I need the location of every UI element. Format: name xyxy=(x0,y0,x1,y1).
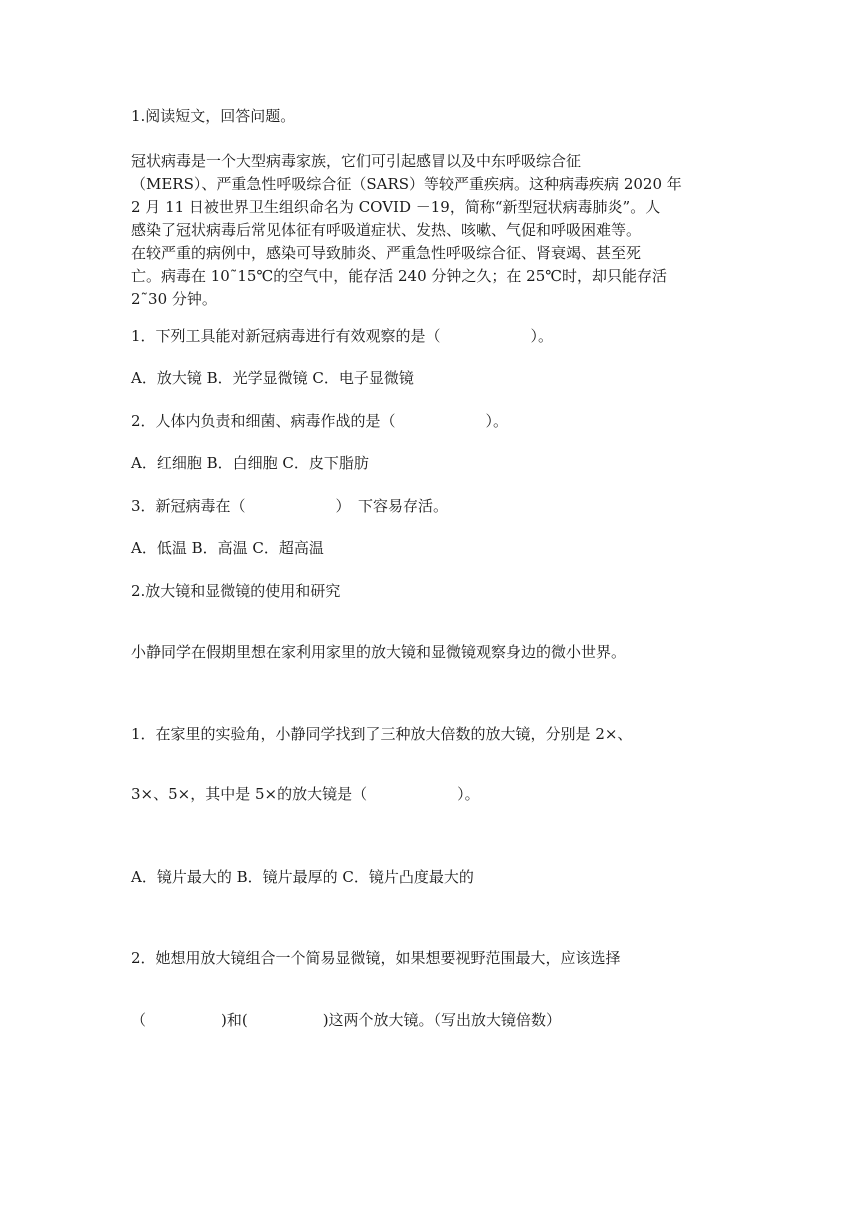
question-2-1-options: A．镜片最大的 B．镜片最厚的 C．镜片凸度最大的 xyxy=(131,868,474,886)
question-1-3: 3．新冠病毒在（ ） 下容易存活。 xyxy=(131,497,449,515)
section-1-heading: 1.阅读短文，回答问题。 xyxy=(131,107,296,125)
section-2-heading: 2.放大镜和显微镜的使用和研究 xyxy=(131,582,341,600)
question-1-2-options: A．红细胞 B．白细胞 C．皮下脂肪 xyxy=(131,454,369,472)
passage-line: 亡。病毒在 10˜15℃的空气中，能存活 240 分钟之久；在 25℃时，却只能存活 xyxy=(131,267,668,285)
passage-line: 在较严重的病例中，感染可导致肺炎、严重急性呼吸综合征、肾衰竭、甚至死 xyxy=(131,244,642,262)
passage-line: （MERS）、严重急性呼吸综合征（SARS）等较严重疾病。这种病毒疾病 2020 年 xyxy=(131,175,682,193)
question-2-1-line-1: 1．在家里的实验角，小静同学找到了三种放大倍数的放大镜，分别是 2×、 xyxy=(131,725,633,743)
section-2-intro: 小静同学在假期里想在家利用家里的放大镜和显微镜观察身边的微小世界。 xyxy=(131,643,627,661)
passage-line: 冠状病毒是一个大型病毒家族，它们可引起感冒以及中东呼吸综合征 xyxy=(131,152,582,170)
question-1-1: 1．下列工具能对新冠病毒进行有效观察的是（ ）。 xyxy=(131,327,554,345)
question-2-2-line-2: （ )和( )这两个放大镜。（写出放大镜倍数） xyxy=(131,1011,562,1029)
question-2-1-line-2: 3×、5×，其中是 5×的放大镜是（ ）。 xyxy=(131,785,480,803)
reading-passage xyxy=(131,150,731,311)
question-1-1-options: A．放大镜 B．光学显微镜 C．电子显微镜 xyxy=(131,369,414,387)
question-2-2-line-1: 2．她想用放大镜组合一个简易显微镜，如果想要视野范围最大，应该选择 xyxy=(131,949,621,967)
question-1-2: 2．人体内负责和细菌、病毒作战的是（ ）。 xyxy=(131,412,509,430)
question-1-3-options: A．低温 B．高温 C．超高温 xyxy=(131,539,324,557)
passage-line: 2 月 11 日被世界卫生组织命名为 COVID －19，简称“新型冠状病毒肺炎”。人 xyxy=(131,198,661,216)
passage-line: 2˜30 分钟。 xyxy=(131,290,217,308)
passage-line: 感染了冠状病毒后常见体征有呼吸道症状、发热、咳嗽、气促和呼吸困难等。 xyxy=(131,221,642,239)
